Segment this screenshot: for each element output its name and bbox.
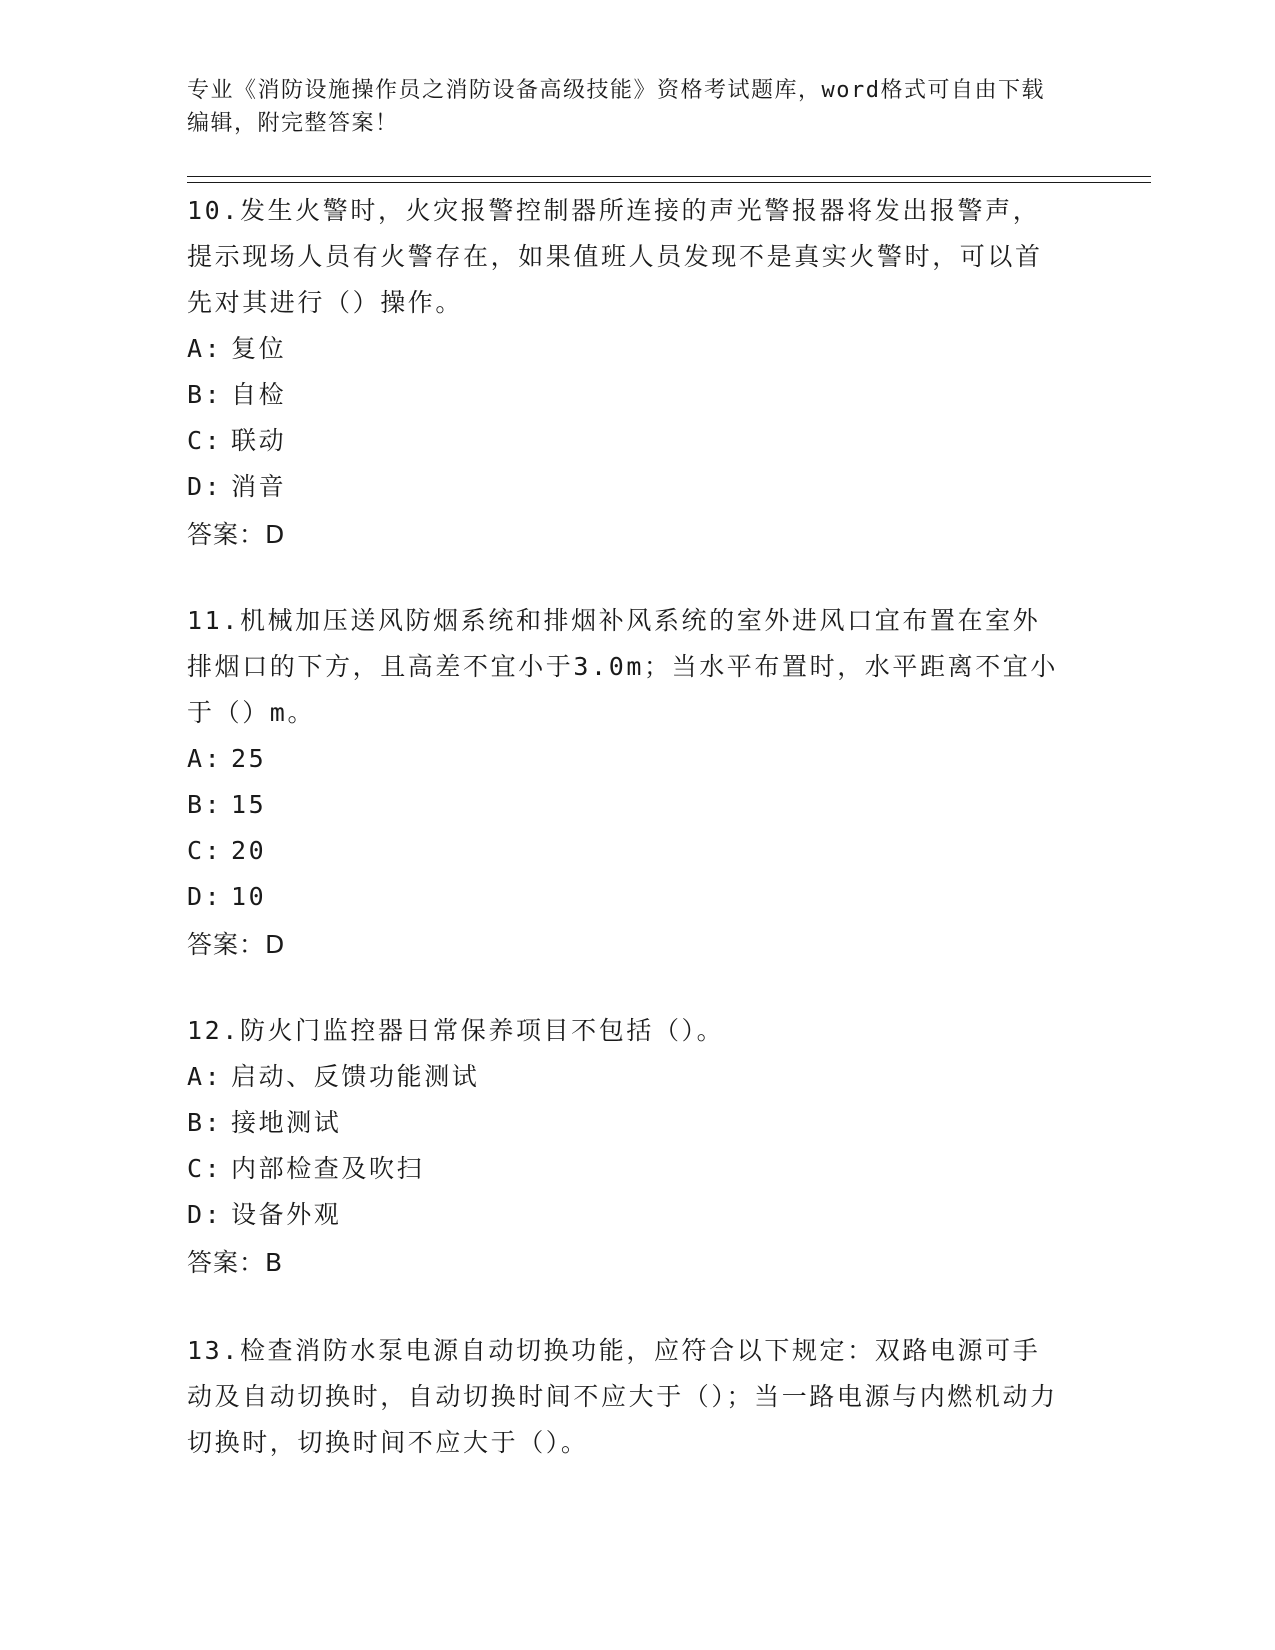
option-text: 消音 <box>231 472 287 501</box>
document-header: 专业《消防设施操作员之消防设备高级技能》资格考试题库，word格式可自由下载编辑，附完整答案！ <box>187 78 1045 136</box>
question-12 <box>187 1008 1067 1286</box>
option-text: 25 <box>231 744 267 773</box>
header-divider-top <box>187 176 1151 177</box>
option-d <box>187 1192 1067 1238</box>
question-stem: 11.机械加压送风防烟系统和排烟补风系统的室外进风口宜布置在室外排烟口的下方，且高差不宜小于3.0m；当水平布置时，水平距离不宜小于（）m。 <box>187 606 1059 727</box>
header-divider-bottom <box>187 182 1151 183</box>
option-letter: D: <box>187 472 223 501</box>
option-text: 10 <box>231 882 267 911</box>
option-c <box>187 1146 1067 1192</box>
option-text: 自检 <box>231 380 287 409</box>
question-11 <box>187 598 1067 968</box>
option-d <box>187 874 1067 920</box>
option-b <box>187 1100 1067 1146</box>
option-letter: B: <box>187 380 223 409</box>
option-letter: C: <box>187 1154 223 1183</box>
question-10 <box>187 188 1067 558</box>
question-stem: 12.防火门监控器日常保养项目不包括（）。 <box>187 1016 725 1045</box>
question-stem: 10.发生火警时，火灾报警控制器所连接的声光警报器将发出报警声，提示现场人员有火警存在，如果值班人员发现不是真实火警时，可以首先对其进行（）操作。 <box>187 196 1043 317</box>
option-letter: B: <box>187 1108 223 1137</box>
option-a <box>187 736 1067 782</box>
question-stem: 13.检查消防水泵电源自动切换功能，应符合以下规定：双路电源可手动及自动切换时，自动切换时间不应大于（）；当一路电源与内燃机动力切换时，切换时间不应大于（）。 <box>187 1336 1058 1457</box>
option-letter: A: <box>187 1062 223 1091</box>
option-text: 20 <box>231 836 267 865</box>
option-text: 内部检查及吹扫 <box>231 1154 425 1183</box>
answer-line: 答案：D <box>187 930 286 959</box>
option-a <box>187 326 1067 372</box>
option-b <box>187 782 1067 828</box>
option-b <box>187 372 1067 418</box>
option-a <box>187 1054 1067 1100</box>
option-letter: D: <box>187 1200 223 1229</box>
option-text: 复位 <box>231 334 287 363</box>
option-c <box>187 828 1067 874</box>
answer-line: 答案：B <box>187 1248 284 1277</box>
option-letter: D: <box>187 882 223 911</box>
option-text: 设备外观 <box>231 1200 342 1229</box>
option-text: 联动 <box>231 426 287 455</box>
answer-line: 答案：D <box>187 520 286 549</box>
option-text: 启动、反馈功能测试 <box>231 1062 480 1091</box>
option-text: 接地测试 <box>231 1108 342 1137</box>
option-d <box>187 464 1067 510</box>
option-c <box>187 418 1067 464</box>
option-letter: A: <box>187 744 223 773</box>
option-letter: C: <box>187 836 223 865</box>
option-text: 15 <box>231 790 267 819</box>
question-13 <box>187 1328 1067 1466</box>
option-letter: B: <box>187 790 223 819</box>
option-letter: C: <box>187 426 223 455</box>
option-letter: A: <box>187 334 223 363</box>
